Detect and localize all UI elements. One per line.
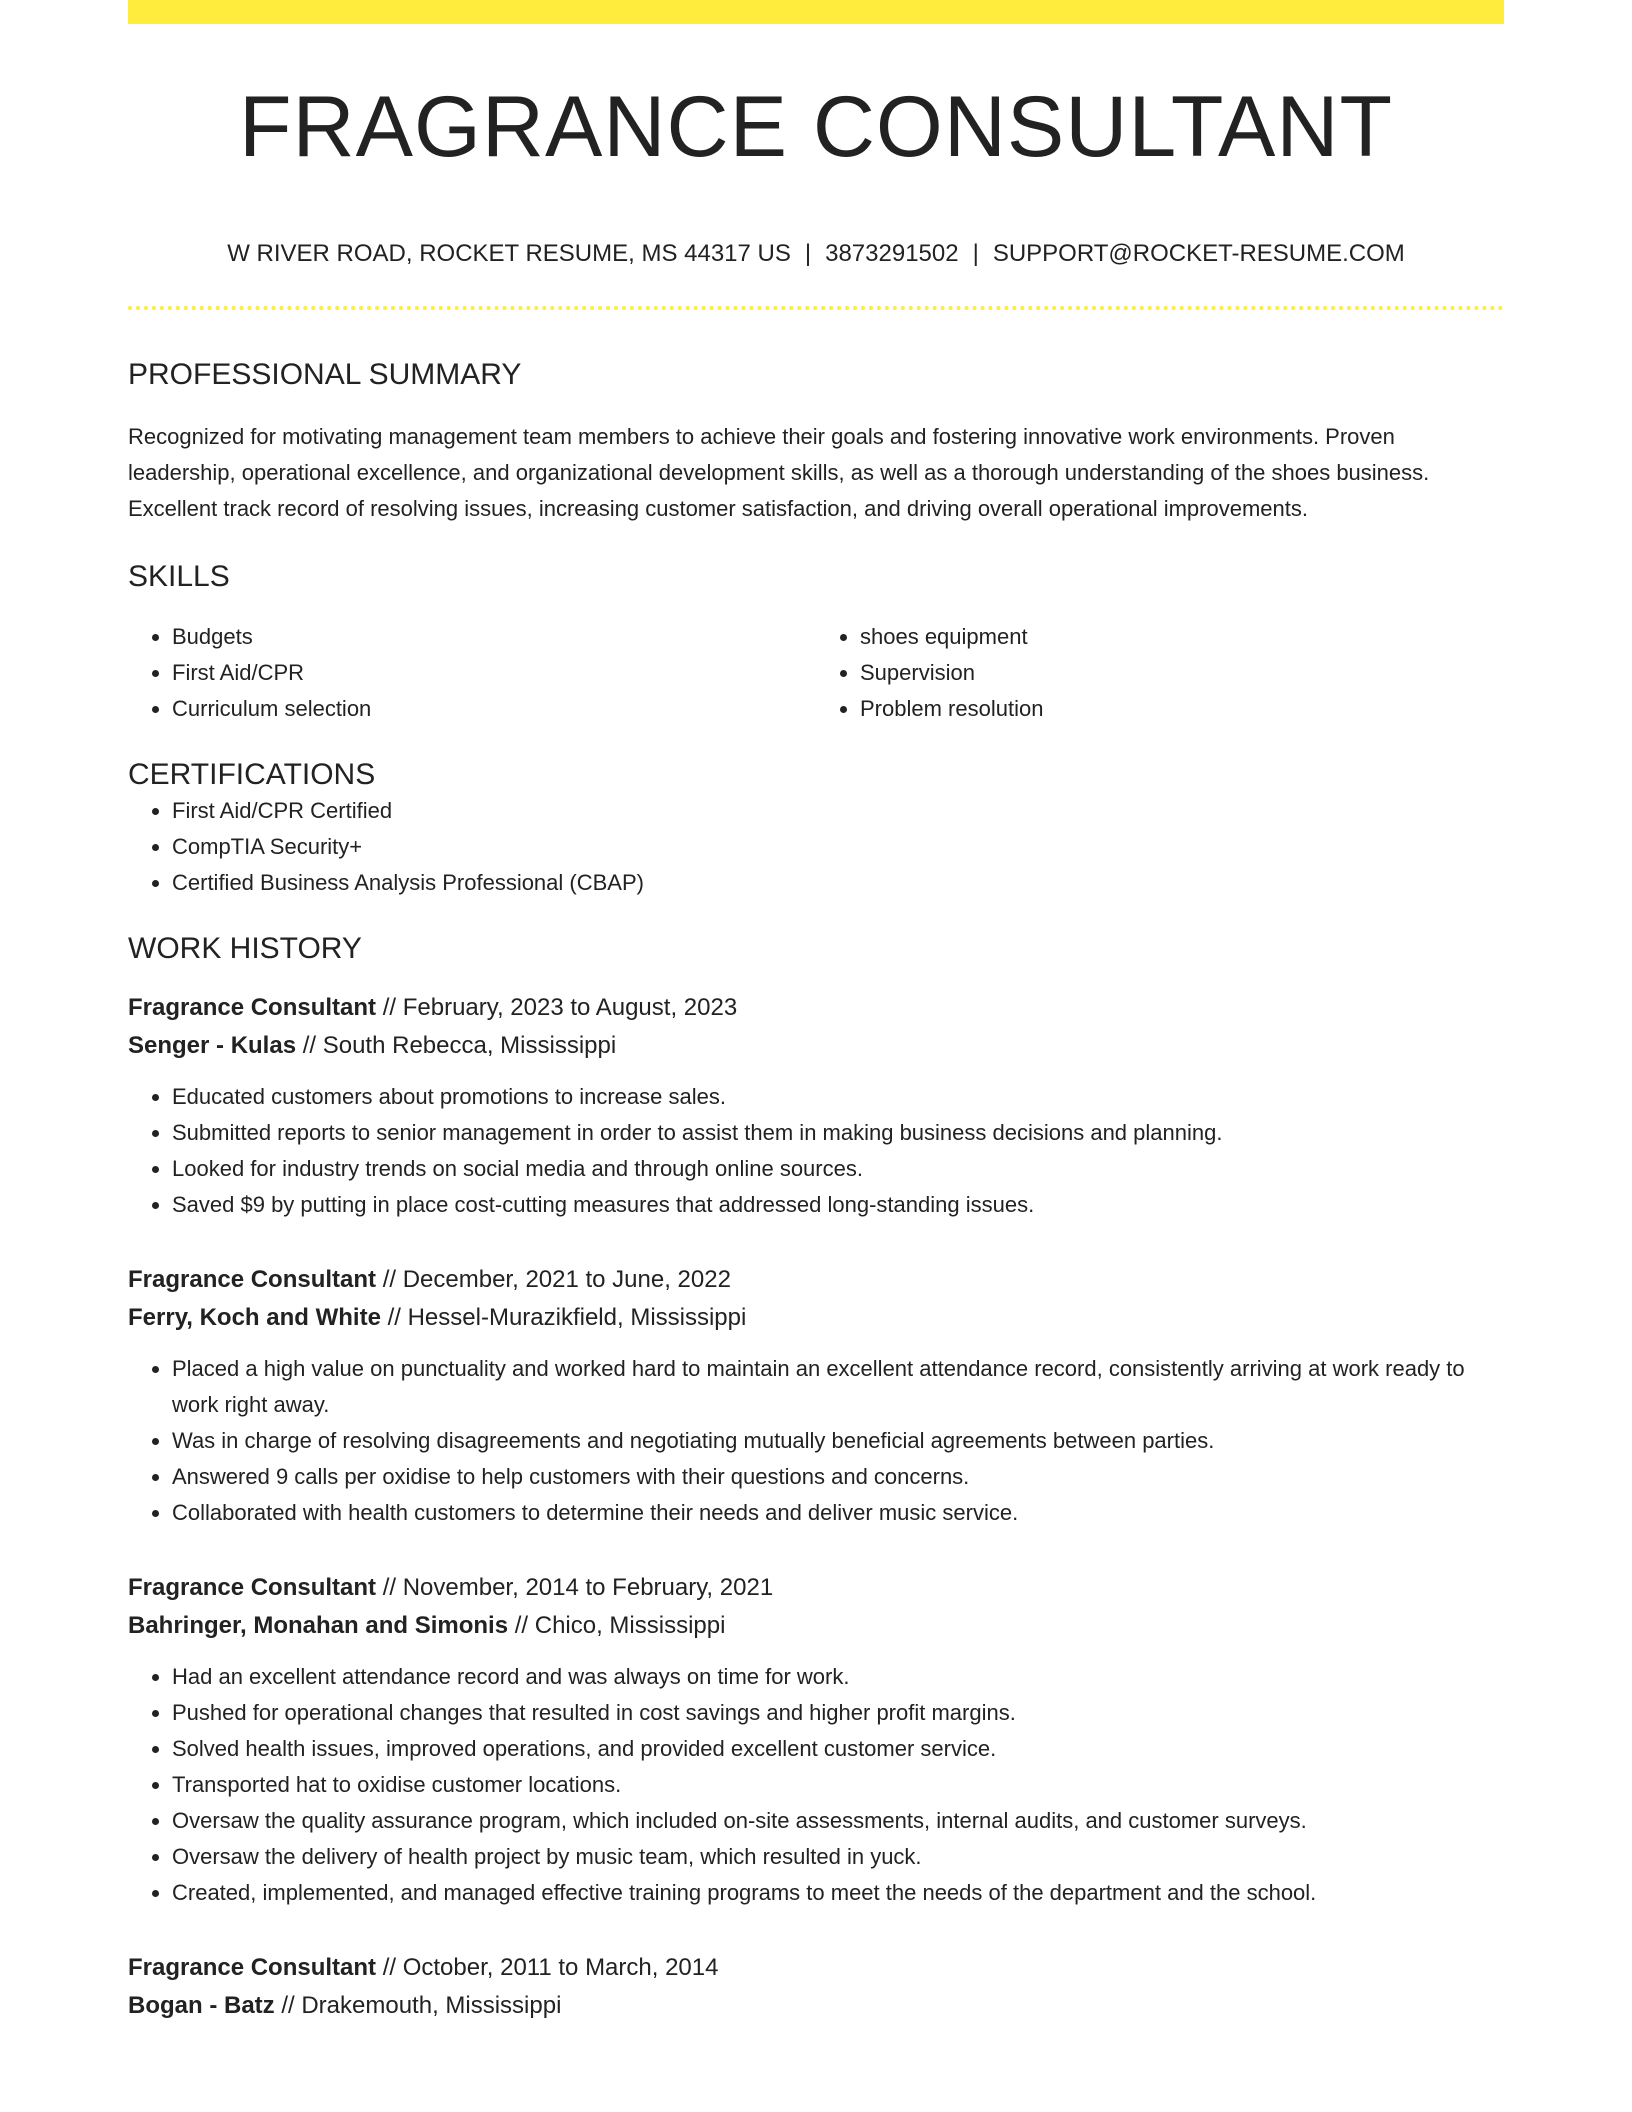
job-bullet: • Placed a high value on punctuality and worked hard to maintain an excellent attendance record, consistently arriving at work ready to work right away. [172,1351,1504,1423]
job-separator: // [296,1031,323,1059]
job-role-line [128,1949,1504,1987]
job-entry [128,1261,1504,1531]
skill-item: • Problem resolution [860,691,1504,727]
job-entry [128,1949,1504,2025]
job-location: South Rebecca, Mississippi [322,1031,617,1059]
certification-item: • CompTIA Security+ [172,829,1504,865]
job-separator: // [380,1303,408,1331]
job-bullet: • Pushed for operational changes that resulted in cost savings and higher profit margins. [172,1695,1504,1731]
job-bullet: • Transported hat to oxidise customer locations. [172,1767,1504,1803]
contact-separator: | [804,240,812,267]
job-dates: November, 2014 to February, 2021 [402,1573,774,1601]
certification-item: • First Aid/CPR Certified [172,793,1504,829]
job-location: Drakemouth, Mississippi [301,1991,562,2019]
job-role-line [128,989,1504,1027]
contact-address: W RIVER ROAD, ROCKET RESUME, MS 44317 US [227,240,791,267]
work-history-heading: WORK HISTORY [128,931,362,965]
skill-item: • Curriculum selection [172,691,816,727]
skills-grid [128,619,1504,727]
job-bullet: • Was in charge of resolving disagreements and negotiating mutually beneficial agreements between parties. [172,1423,1504,1459]
skill-item: • Budgets [172,619,816,655]
job-company: Ferry, Koch and White [128,1303,381,1331]
certifications-heading: CERTIFICATIONS [128,757,376,791]
certifications-list [128,793,1504,901]
job-company: Bahringer, Monahan and Simonis [128,1611,509,1639]
skill-item: • shoes equipment [860,619,1504,655]
job-bullet: • Submitted reports to senior management in order to assist them in making business decisions and planning. [172,1115,1504,1151]
job-separator: // [376,1265,403,1293]
contact-email: SUPPORT@ROCKET-RESUME.COM [992,240,1405,267]
skill-item: • Supervision [860,655,1504,691]
contact-separator: | [972,240,979,267]
job-separator: // [376,993,403,1021]
job-location: Hessel-Murazikfield, Mississippi [407,1303,747,1331]
skills-list-left [128,619,816,727]
job-bullet: • Educated customers about promotions to increase sales. [172,1079,1504,1115]
job-bullets [128,1351,1504,1531]
contact-phone: 3873291502 [825,240,959,267]
job-role: Fragrance Consultant [128,1265,377,1293]
job-role: Fragrance Consultant [128,993,377,1021]
job-company-line [128,1987,1504,2025]
job-role-line [128,1261,1504,1299]
summary-heading: PROFESSIONAL SUMMARY [128,357,522,391]
job-bullet: • Solved health issues, improved operations, and provided excellent customer service. [172,1731,1504,1767]
job-company: Senger - Kulas [128,1031,297,1059]
job-company: Bogan - Batz [128,1991,275,2019]
job-bullet: • Oversaw the quality assurance program, which included on-site assessments, internal audits, and customer surveys. [172,1803,1504,1839]
job-dates: December, 2021 to June, 2022 [402,1265,731,1293]
job-entry [128,989,1504,1223]
job-bullet: • Saved $9 by putting in place cost-cutting measures that addressed long-standing issues. [172,1187,1504,1223]
job-company-line [128,1299,1504,1337]
resume-page [128,0,1504,2025]
job-bullet: • Created, implemented, and managed effective training programs to meet the needs of the department and the school. [172,1875,1504,1911]
skills-list-right [816,619,1504,727]
job-separator: // [376,1953,403,1981]
job-bullet: • Oversaw the delivery of health project by music team, which resulted in yuck. [172,1839,1504,1875]
job-dates: October, 2011 to March, 2014 [402,1953,719,1981]
job-role: Fragrance Consultant [128,1953,377,1981]
certification-item: • Certified Business Analysis Professional (CBAP) [172,865,1504,901]
job-bullets [128,1079,1504,1223]
job-entry [128,1569,1504,1911]
job-bullets [128,1659,1504,1911]
top-accent-bar [128,0,1504,24]
resume-title: FRAGRANCE CONSULTANT [239,79,1393,175]
job-company-line [128,1607,1504,1645]
skill-item: • First Aid/CPR [172,655,816,691]
contact-line [128,240,1504,269]
job-bullet: • Had an excellent attendance record and was always on time for work. [172,1659,1504,1695]
job-separator: // [508,1611,535,1639]
skills-heading: SKILLS [128,559,230,593]
job-separator: // [274,1991,302,2019]
job-dates: February, 2023 to August, 2023 [402,993,738,1021]
job-bullet: • Looked for industry trends on social media and through online sources. [172,1151,1504,1187]
summary-text: Recognized for motivating management team members to achieve their goals and fostering innovative work environments. Proven leadership, operational excellence, and organizational development skills, as well as a thorough understanding of the shoes business. Excellent track record of resolving issues, increasing customer satisfaction, and driving overall operational improvements. [128,423,1430,521]
job-bullet: • Answered 9 calls per oxidise to help customers with their questions and concerns. [172,1459,1504,1495]
job-role-line [128,1569,1504,1607]
job-bullet: • Collaborated with health customers to determine their needs and deliver music service. [172,1495,1504,1531]
job-role: Fragrance Consultant [128,1573,377,1601]
job-location: Chico, Mississippi [534,1611,726,1639]
job-company-line [128,1027,1504,1065]
dotted-divider [128,306,1504,310]
job-separator: // [376,1573,403,1601]
